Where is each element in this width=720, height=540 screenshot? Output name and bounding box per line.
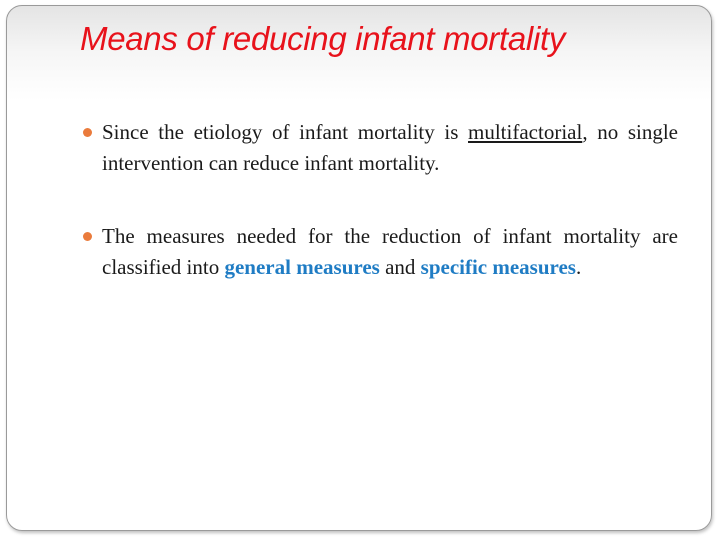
bullet-dot-icon [83,232,92,241]
bullet2-highlight-general: general measures [224,255,380,279]
bullet2-text-start: The measures needed for the reduction of infant mortality are classified into [102,224,678,279]
bullet-list [80,117,678,283]
bullet-dot-icon [83,128,92,137]
bullet2-text-middle: and [379,255,421,279]
bullet1-text-start: Since the etiology of infant mortality is [102,120,469,144]
bullet1-text-end: , no single intervention can reduce infant mortality. [102,120,678,175]
bullet-item-etiology [80,117,678,179]
bullet2-highlight-specific: specific measures [420,255,576,279]
bullet-item-measures [80,221,678,283]
bullet1-underlined-term: multifactorial [468,120,583,144]
slide-title: Means of reducing infant mortality [80,20,566,57]
bullet2-text-end: . [575,255,582,279]
